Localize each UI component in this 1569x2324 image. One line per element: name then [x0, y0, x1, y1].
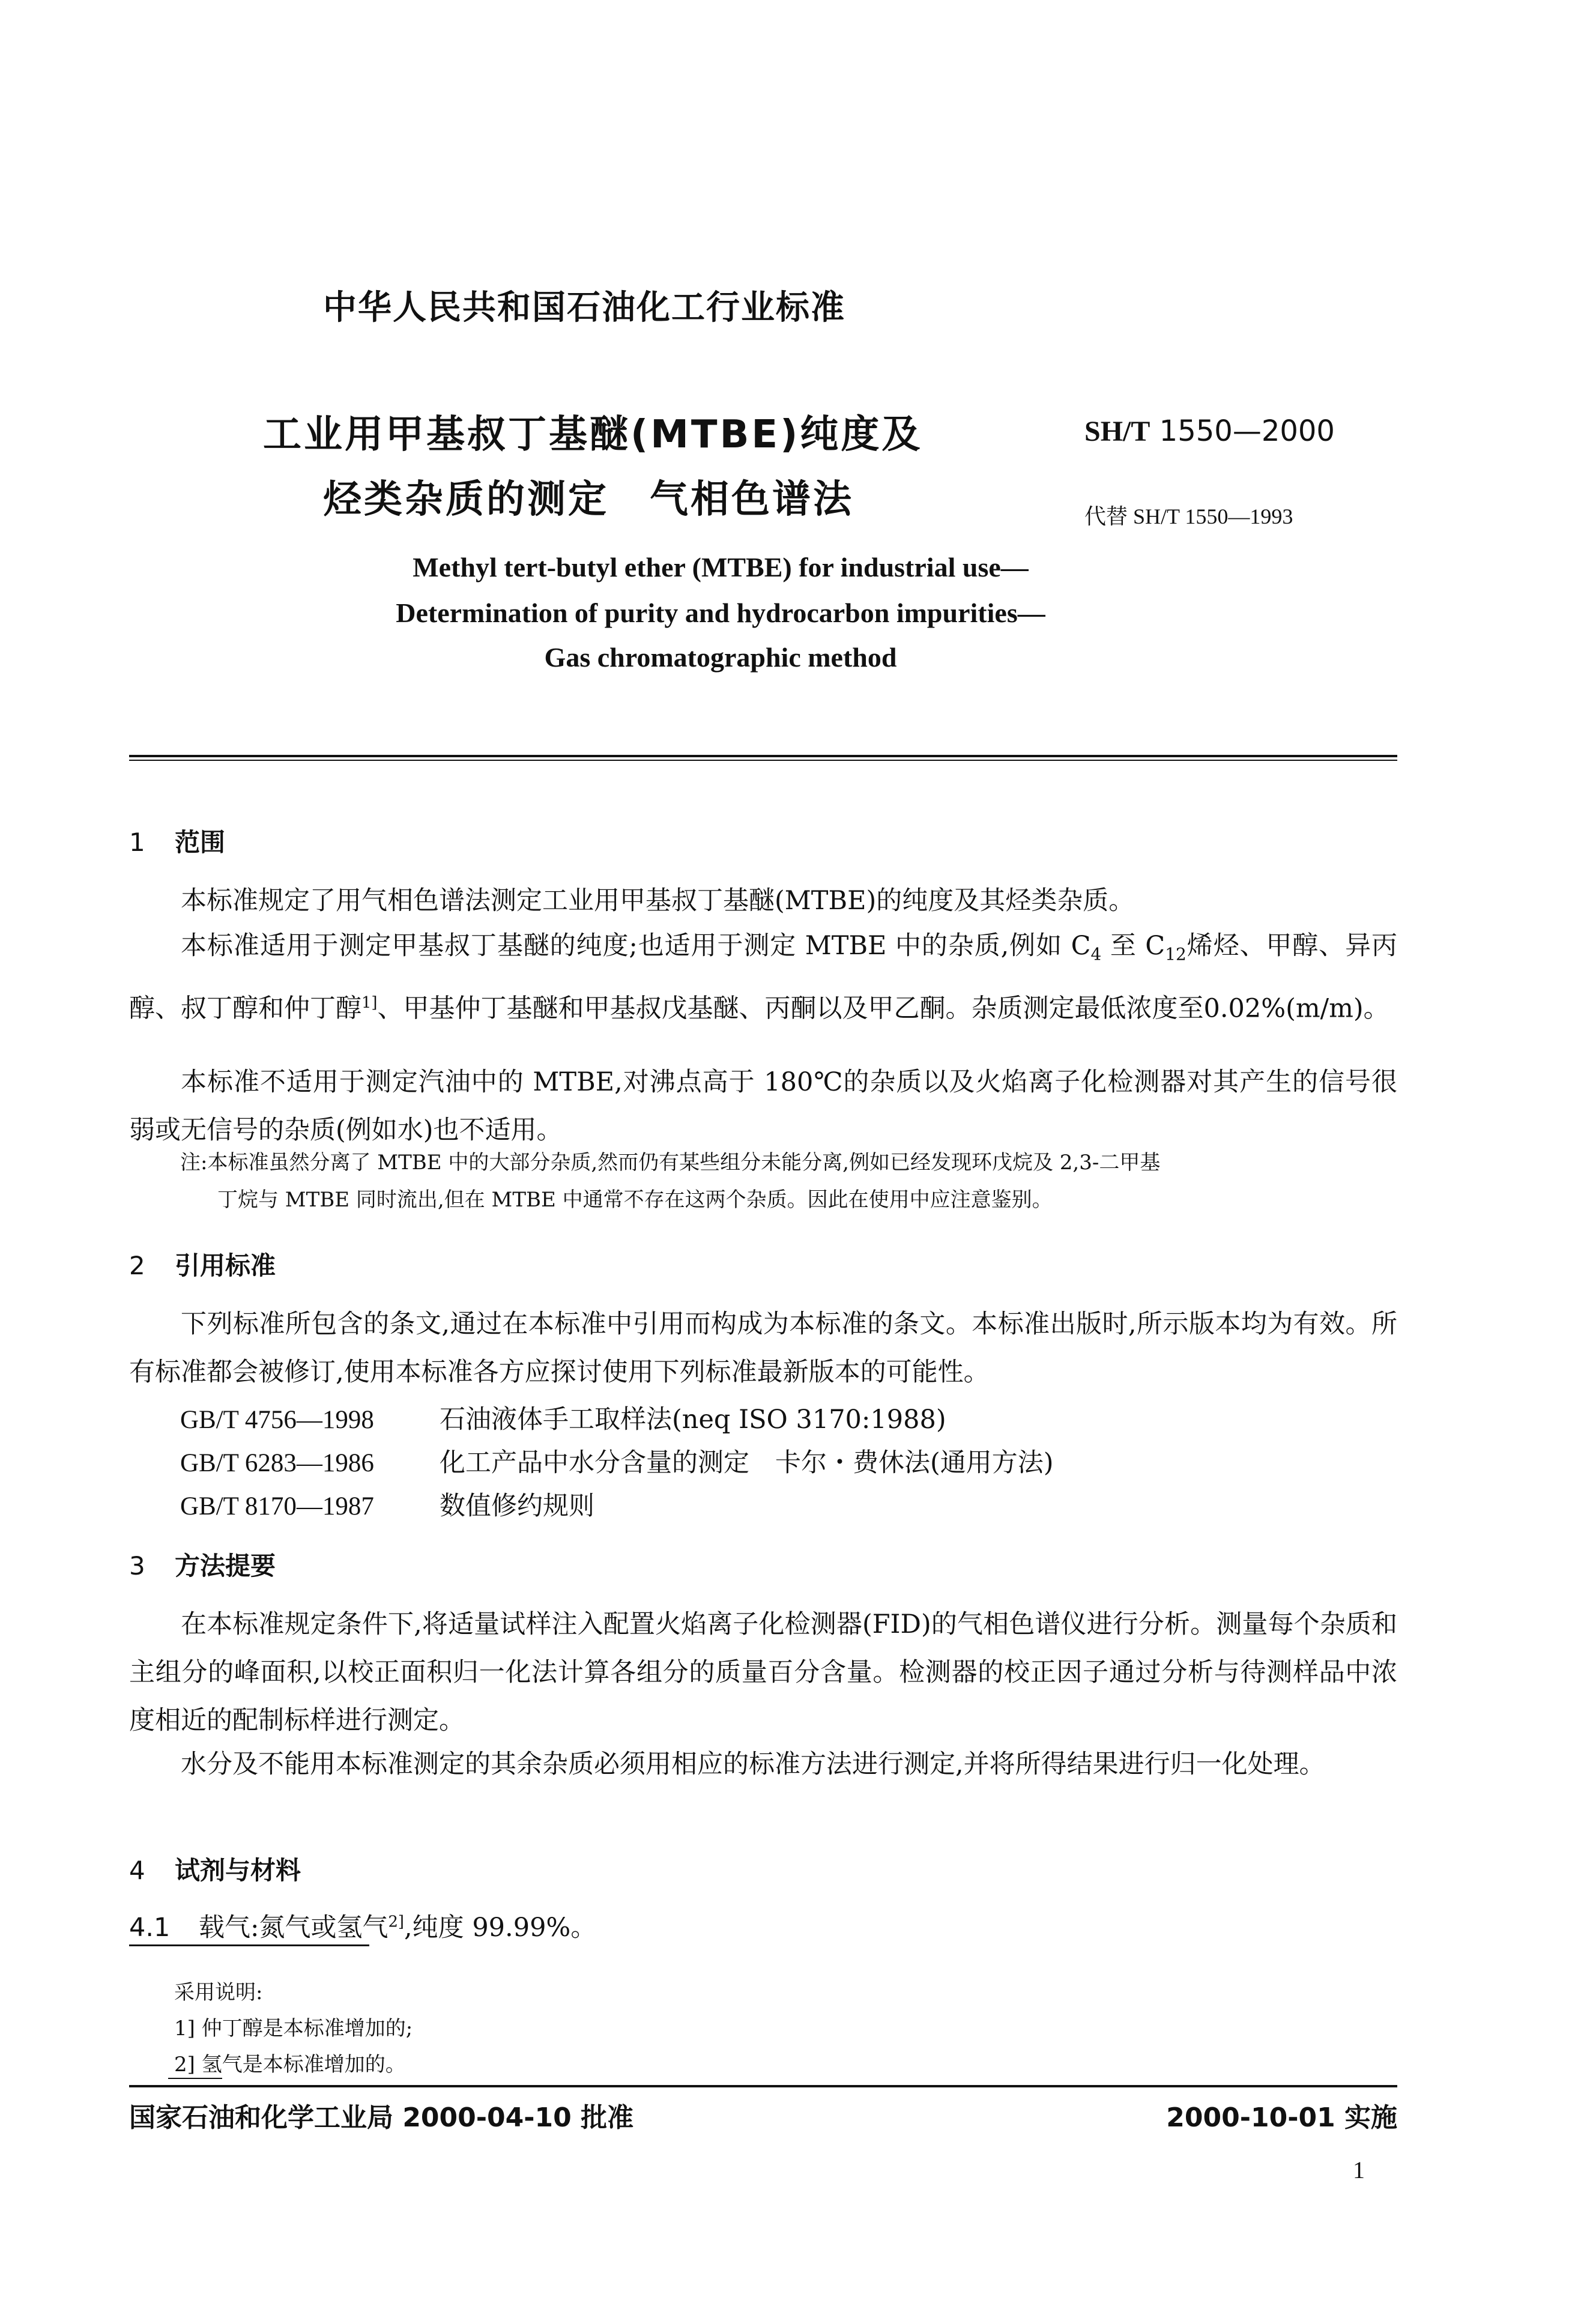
footnote-underline: [168, 2078, 222, 2079]
footer-rule: [129, 2085, 1397, 2087]
standard-number: [1084, 414, 1335, 448]
section-2-heading: [129, 1246, 276, 1282]
title-en-line3: Gas chromatographic method: [544, 642, 897, 673]
section-1-paragraph-2: 本标准适用于测定甲基叔丁基醚的纯度;也适用于测定 MTBE 中的杂质,例如 $C_4$ 至 $C_{12}$烯烃、甲醇、异丙醇、叔丁醇和仲丁醇$^{1]}$、甲基仲丁基醚和甲基叔戊基醚、丙酮以及甲乙酮。杂质测定最低浓度至0.02%(m/m)。: [129, 931, 1397, 1023]
section-1-heading: [129, 823, 225, 859]
reference-item: GB/T 8170—1987 数值修约规则: [180, 1491, 594, 1521]
standard-number-value: 1550—2000: [1159, 414, 1335, 448]
section-title: 范围: [175, 828, 226, 857]
replaces-standard: 代替 SH/T 1550—1993: [1084, 504, 1293, 528]
title-en-line2: Determination of purity and hydrocarbon impurities—: [396, 598, 1045, 628]
section-number: 3: [129, 1551, 145, 1581]
effective-date: 2000-10-01 实施: [1166, 2102, 1397, 2133]
title-zh-line2: 烃类杂质的测定 气相色谱法: [323, 477, 854, 522]
clause-underline: [129, 1944, 369, 1946]
section-1-paragraph-1: 本标准规定了用气相色谱法测定工业用甲基叔丁基醚(MTBE)的纯度及其烃类杂质。: [181, 886, 1135, 916]
page-number: 1: [1353, 2156, 1365, 2183]
approval-line: 国家石油和化学工业局 2000-04-10 批准: [129, 2102, 634, 2133]
section-1-paragraph-3: 本标准不适用于测定汽油中的 MTBE,对沸点高于 180℃的杂质以及火焰离子化检测器对其产生的信号很弱或无信号的杂质(例如水)也不适用。: [129, 1067, 1397, 1145]
standard-prefix: SH/T: [1084, 416, 1150, 447]
section-3-heading: [129, 1546, 276, 1582]
footnote-1: 1] 仲丁醇是本标准增加的;: [174, 2017, 413, 2041]
section-4-heading: [129, 1851, 301, 1887]
section-number: 1: [129, 828, 145, 857]
footnote-2: 2] 氢气是本标准增加的。: [174, 2053, 406, 2077]
section-2-paragraph-1: 下列标准所包含的条文,通过在本标准中引用而构成为本标准的条文。本标准出版时,所示版本均为有效。所有标准都会被修订,使用本标准各方应探讨使用下列标准最新版本的可能性。: [129, 1309, 1397, 1387]
header-rule: [129, 755, 1397, 757]
section-title: 方法提要: [175, 1551, 276, 1581]
reference-item: GB/T 6283—1986 化工产品中水分含量的测定 卡尔・费休法(通用方法): [180, 1448, 1054, 1478]
clause-number: 4.1: [129, 1913, 171, 1943]
section-1-note-line2: 丁烷与 MTBE 同时流出,但在 MTBE 中通常不存在这两个杂质。因此在使用中应注意鉴别。: [217, 1188, 1053, 1212]
section-3-paragraph-2: 水分及不能用本标准测定的其余杂质必须用相应的标准方法进行测定,并将所得结果进行归一化处理。: [181, 1749, 1325, 1779]
clause-4-1: 4.1 载气:氮气或氢气$^{2]}$,纯度 99.99%。: [129, 1913, 597, 1943]
section-3-paragraph-1: 在本标准规定条件下,将适量试样注入配置火焰离子化检测器(FID)的气相色谱仪进行分析。测量每个杂质和主组分的峰面积,以校正面积归一化法计算各组分的质量百分含量。检测器的校正因子通过分析与待测样品中浓度相近的配制标样进行测定。: [129, 1609, 1397, 1735]
section-number: 4: [129, 1856, 145, 1885]
section-title: 试剂与材料: [175, 1856, 301, 1885]
section-title: 引用标准: [175, 1251, 276, 1280]
title-zh-line1: 工业用甲基叔丁基醚(MTBE)纯度及: [263, 413, 923, 457]
footnote-heading: 采用说明:: [174, 1981, 263, 2005]
reference-item: GB/T 4756—1998 石油液体手工取样法(neq ISO 3170:1988): [180, 1405, 946, 1435]
section-1-note-line1: 注:本标准虽然分离了 MTBE 中的大部分杂质,然而仍有某些组分未能分离,例如已经发现环戊烷及 2,3-二甲基: [180, 1151, 1161, 1175]
section-number: 2: [129, 1251, 145, 1280]
title-en-line1: Methyl tert-butyl ether (MTBE) for industrial use—: [413, 552, 1029, 583]
header-rule-thin: [129, 760, 1397, 761]
issuing-authority: 中华人民共和国石油化工行业标准: [323, 288, 845, 327]
